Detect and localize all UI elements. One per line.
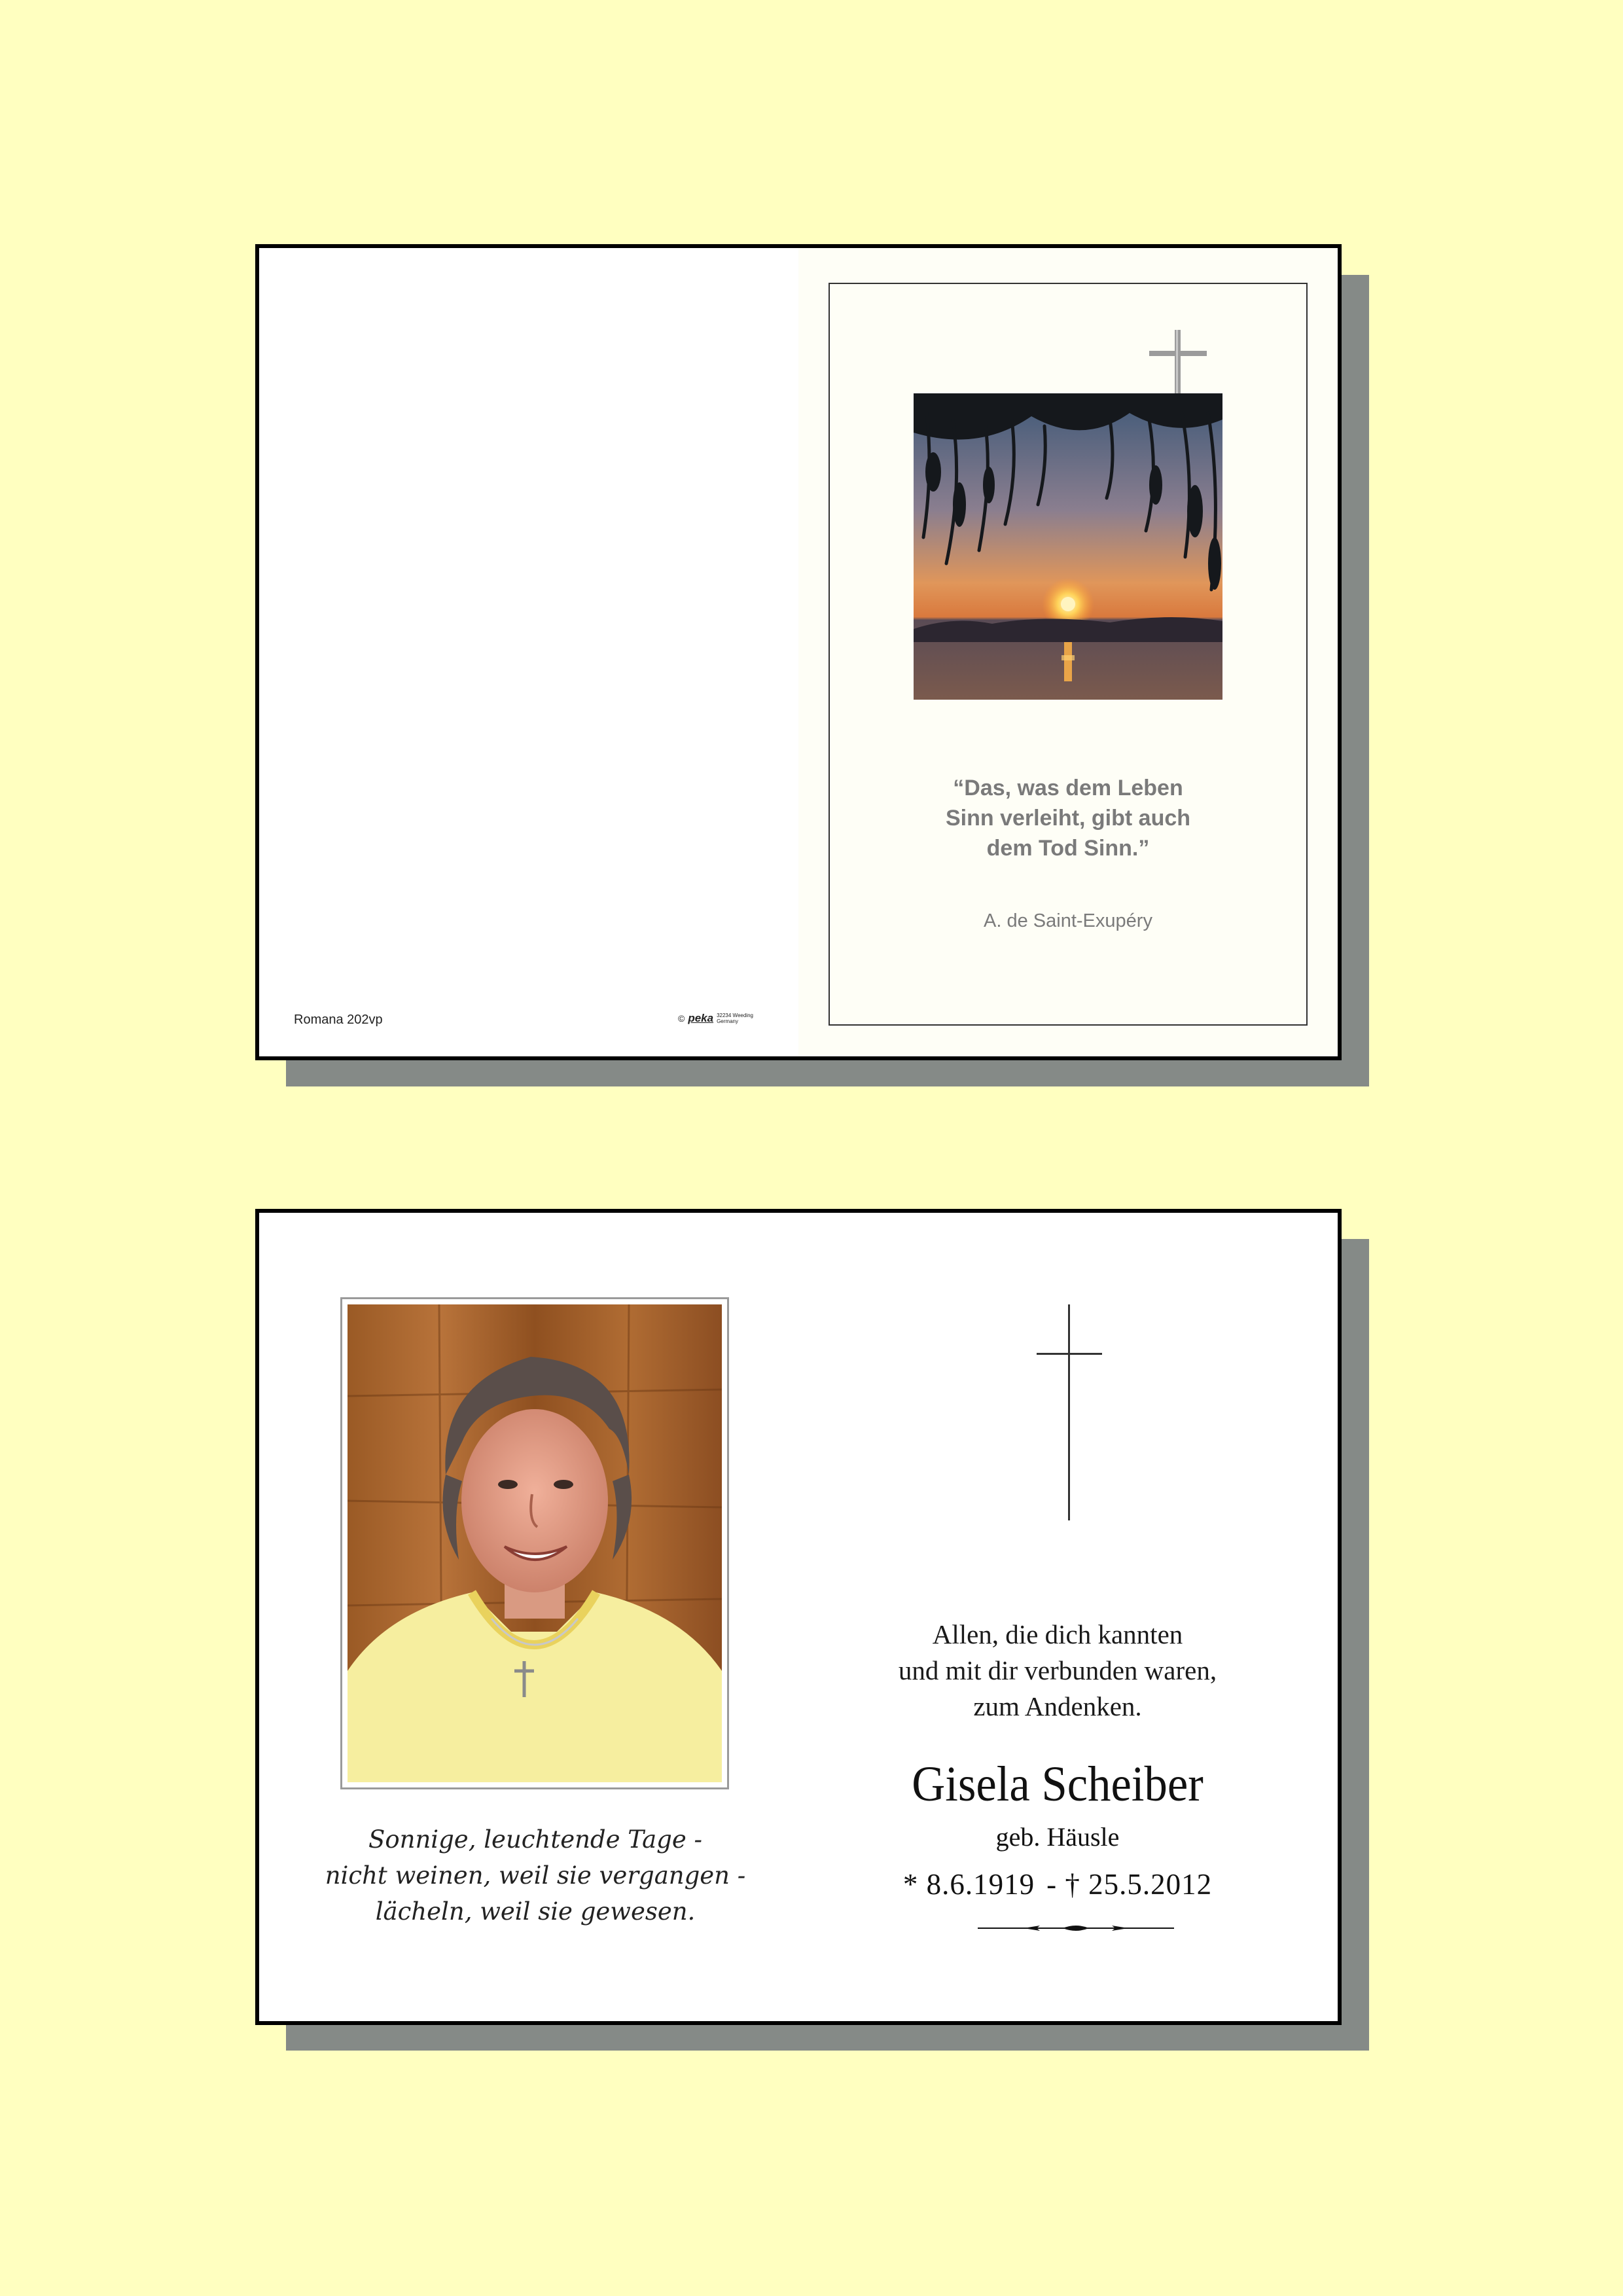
dedication-line: und mit dir verbunden waren,: [898, 1655, 1217, 1685]
portrait-photo: [348, 1304, 722, 1782]
maiden-name: geb. Häusle: [995, 1822, 1120, 1852]
birth-date: * 8.6.1919: [902, 1868, 1035, 1901]
quote-line: “Das, was dem Leben: [953, 776, 1183, 800]
memorial-card-inner: [255, 1209, 1342, 2025]
verse-line: Sonnige, leuchtende Tage -: [368, 1825, 702, 1854]
model-code: Romana 202vp: [294, 1013, 383, 1027]
sunset-over-lake-photo: [914, 393, 1222, 700]
dedication: [861, 1617, 1254, 1725]
memorial-verse: [314, 1821, 757, 1929]
verse-line: nicht weinen, weil sie vergangen -: [325, 1861, 746, 1890]
publisher-logo: peka: [688, 1012, 714, 1024]
memorial-card-outer: [255, 244, 1342, 1060]
quote: [848, 773, 1288, 863]
cross-icon: [1037, 1304, 1102, 1520]
life-dates: [822, 1867, 1293, 1901]
verse-line: lächeln, weil sie gewesen.: [375, 1897, 696, 1926]
dedication-line: zum Andenken.: [973, 1691, 1142, 1721]
quote-line: dem Tod Sinn.”: [986, 836, 1150, 861]
copyright-symbol: ©: [678, 1013, 685, 1024]
dedication-line: Allen, die dich kannten: [932, 1619, 1183, 1649]
ornament-divider: [978, 1922, 1174, 1935]
death-date: - † 25.5.2012: [1046, 1868, 1213, 1901]
quote-line: Sinn verleiht, gibt auch: [945, 806, 1191, 831]
publisher-mark: [678, 1010, 766, 1027]
publisher-address: 32234 Weeding Germany: [717, 1013, 753, 1024]
quote-author: A. de Saint-Exupéry: [984, 910, 1152, 931]
deceased-name: Gisela Scheiber: [912, 1757, 1204, 1812]
portrait-frame: [340, 1297, 729, 1789]
